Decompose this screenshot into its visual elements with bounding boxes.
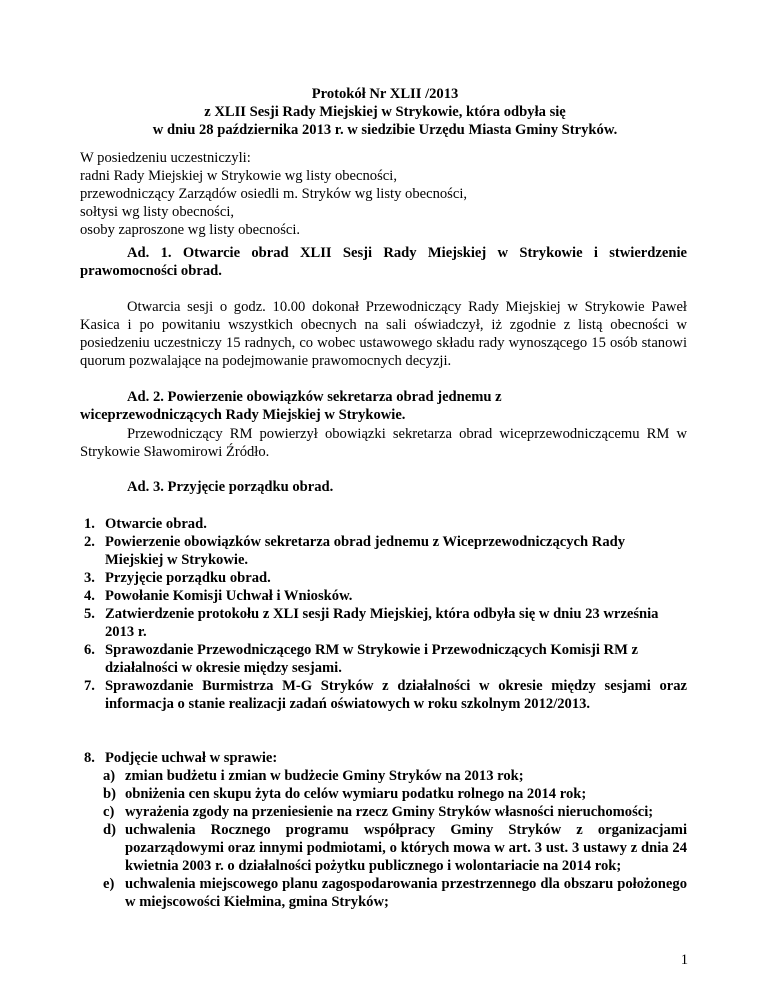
resolution-text: uchwalenia miejscowego planu zagospodarowania przestrzennego dla obszaru położonego w miejscowości Kiełmina, gmina Stryków; xyxy=(125,876,687,910)
ad2-heading-line2: wiceprzewodniczących Rady Miejskiej w Strykowie. xyxy=(80,407,406,423)
agenda-item-number: 8. xyxy=(84,750,95,766)
agenda-item xyxy=(80,533,687,569)
ad2-heading-line1: Ad. 2. Powierzenie obowiązków sekretarza obrad jednemu z xyxy=(127,389,502,405)
agenda-item xyxy=(80,587,687,605)
agenda-item-number: 6. xyxy=(84,642,95,658)
resolution-text: zmian budżetu i zmian w budżecie Gminy Stryków na 2013 rok; xyxy=(125,768,524,784)
attendee-line: przewodniczący Zarządów osiedli m. Stryków wg listy obecności, xyxy=(80,186,468,202)
agenda-item-text: Powołanie Komisji Uchwał i Wniosków. xyxy=(105,588,353,604)
attendee-line: radni Rady Miejskiej w Strykowie wg listy obecności, xyxy=(80,168,397,184)
ad2-body: Przewodniczący RM powierzył obowiązki sekretarza obrad wiceprzewodniczącemu RM w Strykowie Sławomirowi Źródło. xyxy=(80,426,687,460)
resolution-item xyxy=(80,767,687,785)
session-subtitle: z XLII Sesji Rady Miejskiej w Strykowie, która odbyła się xyxy=(204,104,566,120)
agenda-item-number: 7. xyxy=(84,678,95,694)
agenda-list xyxy=(80,515,687,713)
attendees-intro: W posiedzeniu uczestniczyli: xyxy=(80,150,251,166)
agenda-item-number: 5. xyxy=(84,606,95,622)
agenda-item xyxy=(80,677,687,713)
resolution-item xyxy=(80,803,687,821)
agenda-item-text: Przyjęcie porządku obrad. xyxy=(105,570,271,586)
ad1-heading: Ad. 1. Otwarcie obrad XLII Sesji Rady Miejskiej w Strykowie i stwierdzenie prawomocności obrad. xyxy=(80,245,687,279)
agenda-item-number: 3. xyxy=(84,570,95,586)
agenda-item xyxy=(80,515,687,533)
protocol-title: Protokół Nr XLII /2013 xyxy=(311,86,459,102)
attendee-line: sołtysi wg listy obecności, xyxy=(80,204,235,220)
resolution-item xyxy=(80,785,687,803)
agenda-item-text: Powierzenie obowiązków sekretarza obrad jednemu z Wiceprzewodniczących Rady Miejskiej w Strykowie. xyxy=(105,534,626,568)
resolution-letter: b) xyxy=(103,786,116,802)
agenda-item-text: Sprawozdanie Przewodniczącego RM w Strykowie i Przewodniczących Komisji RM z działalności w okresie między sesjami. xyxy=(105,642,638,676)
agenda-item xyxy=(80,749,687,767)
protocol-header xyxy=(80,85,690,139)
agenda-item xyxy=(80,569,687,587)
agenda-item-number: 1. xyxy=(84,516,95,532)
resolution-text: uchwalenia Rocznego programu współpracy Gminy Stryków z organizacjami pozarządowymi oraz innymi podmiotami, o których mowa w art. 3 ust. 3 ustawy z dnia 24 kwietnia 2003 r. o działalności pożytku publicznego i wolontariacie na 2014 rok; xyxy=(125,822,687,874)
resolution-letter: a) xyxy=(103,768,116,784)
agenda-item xyxy=(80,605,687,641)
agenda-item-number: 2. xyxy=(84,534,95,550)
agenda-item-text: Sprawozdanie Burmistrza M-G Stryków z działalności w okresie między sesjami oraz informacja o stanie realizacji zadań oświatowych w roku szkolnym 2012/2013. xyxy=(105,678,687,712)
resolution-letter: d) xyxy=(103,822,116,838)
resolution-item xyxy=(80,821,687,875)
agenda-item xyxy=(80,641,687,677)
session-date-location: w dniu 28 października 2013 r. w siedzibie Urzędu Miasta Gminy Stryków. xyxy=(152,122,618,138)
resolution-text: obniżenia cen skupu żyta do celów wymiaru podatku rolnego na 2014 rok; xyxy=(125,786,587,802)
agenda-item-text: Zatwierdzenie protokołu z XLI sesji Rady Miejskiej, która odbyła się w dniu 23 września 2013 r. xyxy=(105,606,659,640)
resolutions-sublist xyxy=(80,767,687,911)
attendees-section xyxy=(80,149,680,239)
agenda-item-text: Otwarcie obrad. xyxy=(105,516,207,532)
resolution-letter: c) xyxy=(103,804,115,820)
resolution-text: wyrażenia zgody na przeniesienie na rzecz Gminy Stryków własności nieruchomości; xyxy=(125,804,654,820)
ad2-heading xyxy=(80,388,687,424)
agenda-item-text: Podjęcie uchwał w sprawie: xyxy=(105,750,278,766)
resolution-letter: e) xyxy=(103,876,115,892)
attendee-line: osoby zaproszone wg listy obecności. xyxy=(80,222,301,238)
agenda-item-number: 4. xyxy=(84,588,95,604)
ad1-body: Otwarcia sesji o godz. 10.00 dokonał Przewodniczący Rady Miejskiej w Strykowie Paweł Kasica i po powitaniu wszystkich obecnych na sali oświadczył, iż zgodnie z listą obecności w posiedzeniu uczestniczy 15 radnych, co wobec ustawowego składu rady wynoszącego 15 osób stanowi quorum pozwalające na podejmowanie prawomocnych decyzji. xyxy=(80,299,687,369)
ad3-heading: Ad. 3. Przyjęcie porządku obrad. xyxy=(127,479,334,495)
resolution-item xyxy=(80,875,687,911)
page-number: 1 xyxy=(680,952,688,968)
agenda-item-8 xyxy=(80,749,687,911)
